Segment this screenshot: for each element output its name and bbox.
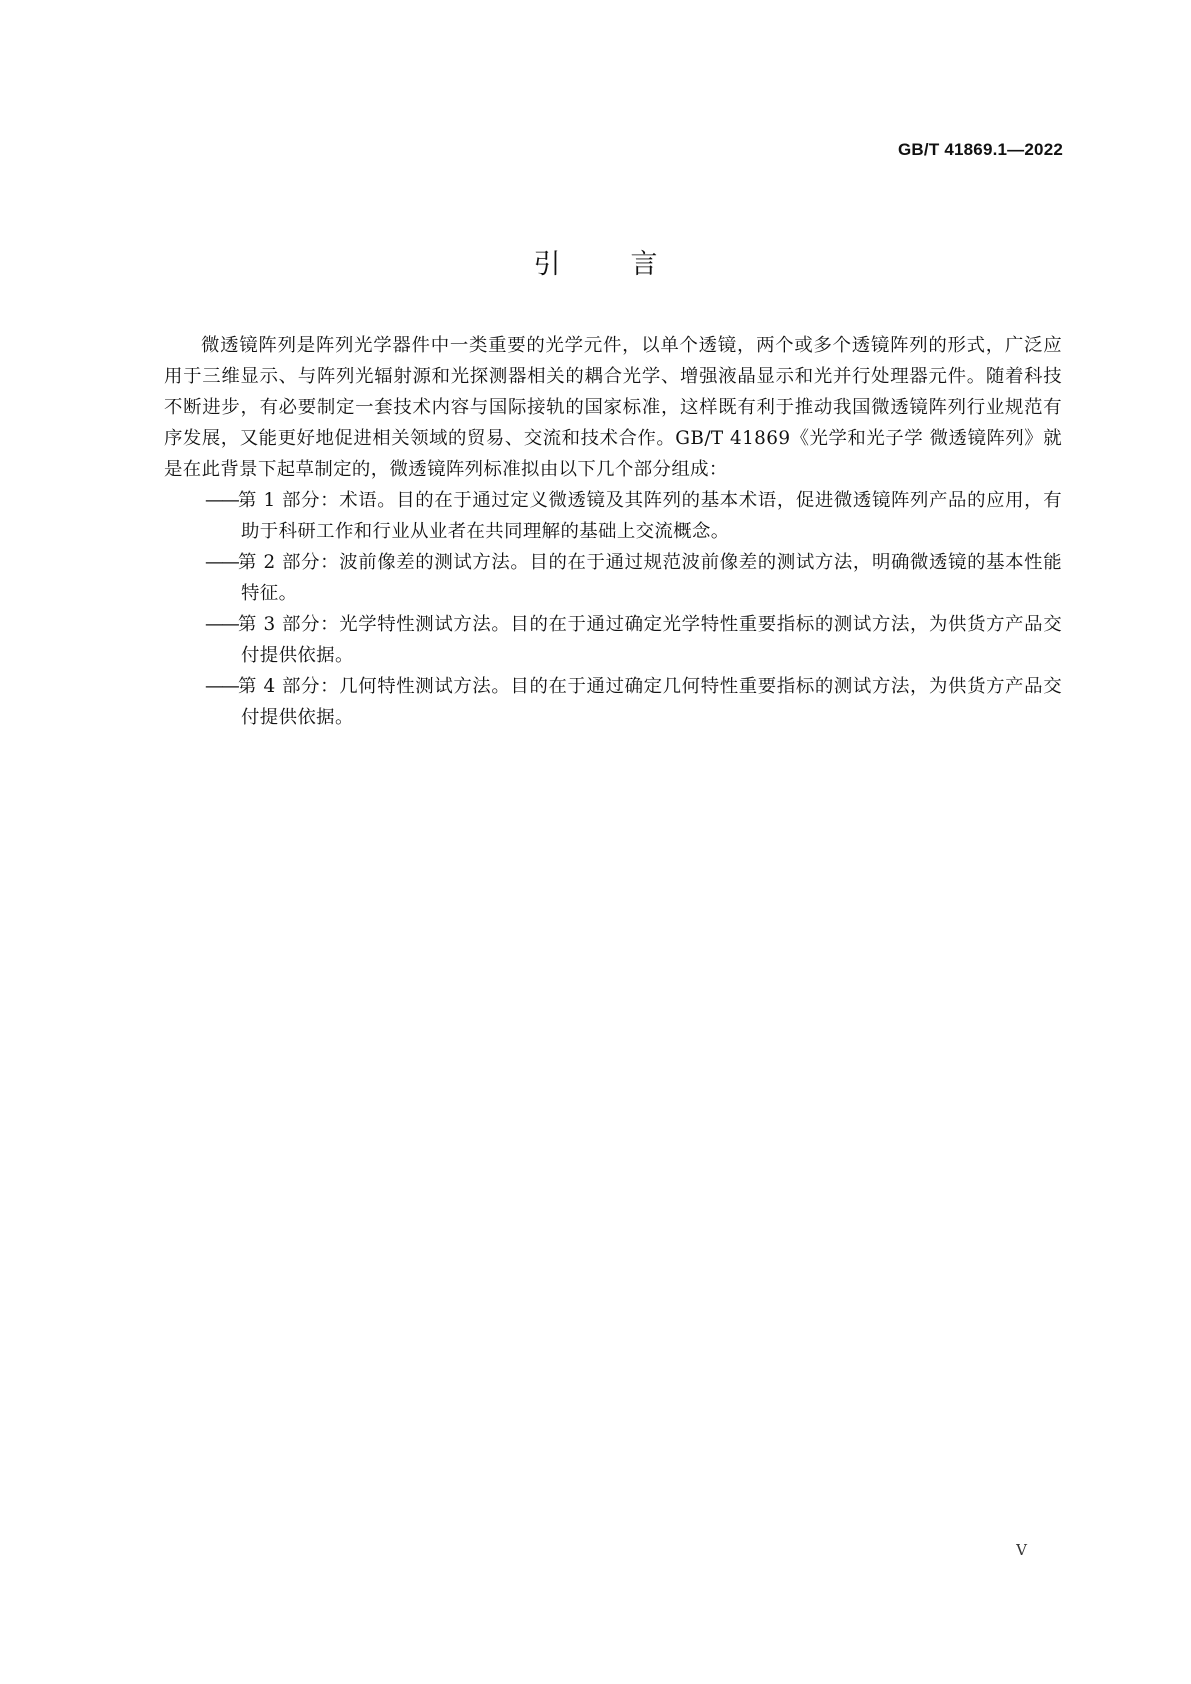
list-item-part-1	[184, 485, 1062, 547]
parts-list	[164, 485, 1062, 733]
intro-paragraph: 微透镜阵列是阵列光学器件中一类重要的光学元件，以单个透镜，两个或多个透镜阵列的形式，广泛应用于三维显示、与阵列光辐射源和光探测器相关的耦合光学、增强液晶显示和光并行处理器元件。随着科技不断进步，有必要制定一套技术内容与国际接轨的国家标准，这样既有利于推动我国微透镜阵列行业规范有序发展，又能更好地促进相关领域的贸易、交流和技术合作。GB/T 41869《光学和光子学 微透镜阵列》就是在此背景下起草制定的，微透镜阵列标准拟由以下几个部分组成：	[164, 335, 1062, 480]
body-text	[164, 330, 1062, 733]
list-item-text: 第 3 部分：光学特性测试方法。目的在于通过确定光学特性重要指标的测试方法，为供货方产品交付提供依据。	[237, 614, 1062, 666]
page-number: V	[1016, 1541, 1027, 1559]
document-code: GB/T 41869.1—2022	[898, 140, 1063, 159]
page-title: 引言	[533, 249, 728, 280]
list-item-text: 第 2 部分：波前像差的测试方法。目的在于通过规范波前像差的测试方法，明确微透镜的基本性能特征。	[237, 552, 1062, 604]
list-dash: ——	[205, 676, 238, 697]
list-item-text: 第 1 部分：术语。目的在于通过定义微透镜及其阵列的基本术语，促进微透镜阵列产品的应用，有助于科研工作和行业从业者在共同理解的基础上交流概念。	[237, 490, 1062, 542]
list-dash: ——	[205, 490, 238, 511]
list-dash: ——	[205, 614, 238, 635]
list-item-part-3	[184, 609, 1062, 671]
list-item-part-4	[184, 671, 1062, 733]
list-dash: ——	[205, 552, 238, 573]
list-item-text: 第 4 部分：几何特性测试方法。目的在于通过确定几何特性重要指标的测试方法，为供货方产品交付提供依据。	[237, 676, 1062, 728]
list-item-part-2	[184, 547, 1062, 609]
